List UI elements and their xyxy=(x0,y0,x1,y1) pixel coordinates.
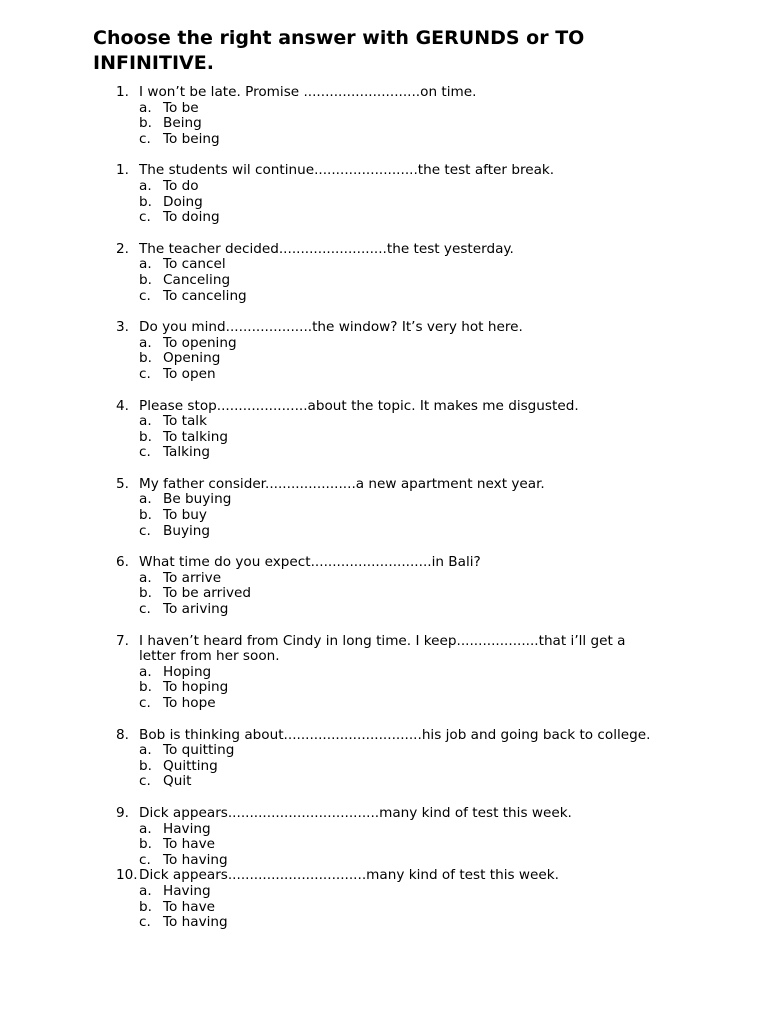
question-text: Do you mind....................the window? It’s very hot here. xyxy=(139,319,523,336)
option-item xyxy=(0,602,768,618)
question-number: 4. xyxy=(116,397,129,414)
question-number: 9. xyxy=(116,804,129,821)
option-item xyxy=(0,743,768,759)
option-letter: c. xyxy=(139,130,151,147)
option-text: Be buying xyxy=(163,491,232,508)
option-text: To have xyxy=(163,898,215,915)
option-item xyxy=(0,900,768,916)
option-item xyxy=(0,273,768,289)
option-item xyxy=(0,680,768,696)
question-item xyxy=(0,85,768,147)
option-item xyxy=(0,492,768,508)
option-letter: c. xyxy=(139,365,151,382)
option-letter: c. xyxy=(139,601,151,618)
option-list xyxy=(0,492,768,539)
option-letter: c. xyxy=(139,773,151,790)
question-item xyxy=(0,806,768,868)
question-item xyxy=(0,242,768,304)
question-item xyxy=(0,399,768,461)
option-text: To canceling xyxy=(163,287,247,304)
option-item xyxy=(0,351,768,367)
worksheet-title: Choose the right answer with GERUNDS or TO INFINITIVE. xyxy=(93,27,585,74)
option-item xyxy=(0,101,768,117)
option-item xyxy=(0,853,768,869)
question-list xyxy=(0,85,768,931)
question-item xyxy=(0,555,768,617)
question-item xyxy=(0,163,768,225)
question-number: 8. xyxy=(116,726,129,743)
question-item xyxy=(0,728,768,790)
question-number: 5. xyxy=(116,475,129,492)
question-number: 10. xyxy=(116,867,138,884)
option-text: Being xyxy=(163,115,202,132)
option-text: To opening xyxy=(163,334,237,351)
option-letter: c. xyxy=(139,209,151,226)
option-letter: a. xyxy=(139,99,152,116)
option-list xyxy=(0,822,768,869)
option-text: To talk xyxy=(163,413,207,430)
option-text: Doing xyxy=(163,193,203,210)
option-item xyxy=(0,445,768,461)
question-number: 7. xyxy=(116,632,129,649)
option-text: To cancel xyxy=(163,256,226,273)
option-text: To having xyxy=(163,851,228,868)
option-item xyxy=(0,774,768,790)
option-text: To buy xyxy=(163,507,207,524)
option-list xyxy=(0,743,768,790)
option-text: Canceling xyxy=(163,271,231,288)
question-number: 2. xyxy=(116,240,129,257)
option-letter: a. xyxy=(139,569,152,586)
option-letter: a. xyxy=(139,177,152,194)
question-text: The students wil continue........................the test after break. xyxy=(139,162,555,179)
option-text: To be xyxy=(163,99,199,116)
question-text: I won’t be late. Promise ...........................on time. xyxy=(139,84,477,100)
option-item xyxy=(0,116,768,132)
question-number: 6. xyxy=(116,554,129,571)
option-text: Hoping xyxy=(163,663,212,680)
option-item xyxy=(0,915,768,931)
option-letter: c. xyxy=(139,851,151,868)
question-number: 1. xyxy=(116,84,129,100)
question-text: Dick appears................................many kind of test this week. xyxy=(139,867,559,884)
option-letter: a. xyxy=(139,663,152,680)
question-item xyxy=(0,868,768,930)
option-text: Opening xyxy=(163,350,221,367)
option-letter: b. xyxy=(139,898,152,915)
question-text: My father consider.....................a new apartment next year. xyxy=(139,475,545,492)
option-list xyxy=(0,571,768,618)
question-item xyxy=(0,320,768,382)
option-letter: a. xyxy=(139,256,152,273)
option-letter: b. xyxy=(139,757,152,774)
option-item xyxy=(0,884,768,900)
option-item xyxy=(0,257,768,273)
option-item xyxy=(0,195,768,211)
option-letter: b. xyxy=(139,836,152,853)
option-letter: b. xyxy=(139,679,152,696)
option-item xyxy=(0,524,768,540)
option-text: To having xyxy=(163,914,228,931)
option-list xyxy=(0,884,768,931)
option-text: Quitting xyxy=(163,757,218,774)
option-text: To hope xyxy=(163,695,216,711)
question-number: 1. xyxy=(116,162,129,179)
option-item xyxy=(0,508,768,524)
option-item xyxy=(0,336,768,352)
question-item xyxy=(0,634,768,712)
option-letter: c. xyxy=(139,914,151,931)
option-text: To doing xyxy=(163,209,220,226)
option-letter: c. xyxy=(139,287,151,304)
option-text: Buying xyxy=(163,522,211,539)
option-text: Having xyxy=(163,820,211,837)
question-item xyxy=(0,477,768,539)
option-letter: c. xyxy=(139,695,151,711)
option-list xyxy=(0,414,768,461)
option-text: Having xyxy=(163,882,211,899)
option-letter: b. xyxy=(139,115,152,132)
question-text: Please stop.....................about the topic. It makes me disgusted. xyxy=(139,397,579,414)
option-item xyxy=(0,367,768,383)
option-item xyxy=(0,289,768,305)
question-text: I haven’t heard from Cindy in long time. I keep...................that i’ll get a letter from her soon. xyxy=(139,632,626,665)
option-letter: b. xyxy=(139,507,152,524)
option-list xyxy=(0,179,768,226)
option-text: Talking xyxy=(163,444,211,461)
option-item xyxy=(0,571,768,587)
option-letter: c. xyxy=(139,444,151,461)
option-list xyxy=(0,665,768,712)
option-item xyxy=(0,179,768,195)
option-letter: c. xyxy=(139,522,151,539)
option-letter: b. xyxy=(139,271,152,288)
option-text: To quitting xyxy=(163,742,235,759)
option-item xyxy=(0,132,768,148)
option-letter: a. xyxy=(139,882,152,899)
option-item xyxy=(0,665,768,681)
option-text: To talking xyxy=(163,428,228,445)
question-text: Dick appears...................................many kind of test this week. xyxy=(139,804,572,821)
option-item xyxy=(0,696,768,712)
option-letter: a. xyxy=(139,742,152,759)
option-text: Quit xyxy=(163,773,192,790)
option-list xyxy=(0,101,768,148)
option-text: To being xyxy=(163,130,220,147)
option-item xyxy=(0,759,768,775)
option-item xyxy=(0,837,768,853)
option-list xyxy=(0,257,768,304)
option-text: To do xyxy=(163,177,199,194)
option-letter: a. xyxy=(139,413,152,430)
option-item xyxy=(0,430,768,446)
option-text: To open xyxy=(163,365,216,382)
option-letter: b. xyxy=(139,350,152,367)
option-text: To have xyxy=(163,836,215,853)
option-letter: a. xyxy=(139,820,152,837)
question-text: The teacher decided.........................the test yesterday. xyxy=(139,240,514,257)
option-item xyxy=(0,586,768,602)
option-text: To arrive xyxy=(163,569,222,586)
option-list xyxy=(0,336,768,383)
option-letter: b. xyxy=(139,193,152,210)
option-text: To hoping xyxy=(163,679,229,696)
option-letter: a. xyxy=(139,334,152,351)
option-item xyxy=(0,210,768,226)
question-text: What time do you expect............................in Bali? xyxy=(139,554,481,571)
option-text: To ariving xyxy=(163,601,229,618)
option-item xyxy=(0,414,768,430)
question-text: Bob is thinking about................................his job and going back to college. xyxy=(139,726,651,743)
option-letter: b. xyxy=(139,585,152,602)
option-letter: b. xyxy=(139,428,152,445)
question-number: 3. xyxy=(116,319,129,336)
option-item xyxy=(0,822,768,838)
option-letter: a. xyxy=(139,491,152,508)
option-text: To be arrived xyxy=(163,585,252,602)
